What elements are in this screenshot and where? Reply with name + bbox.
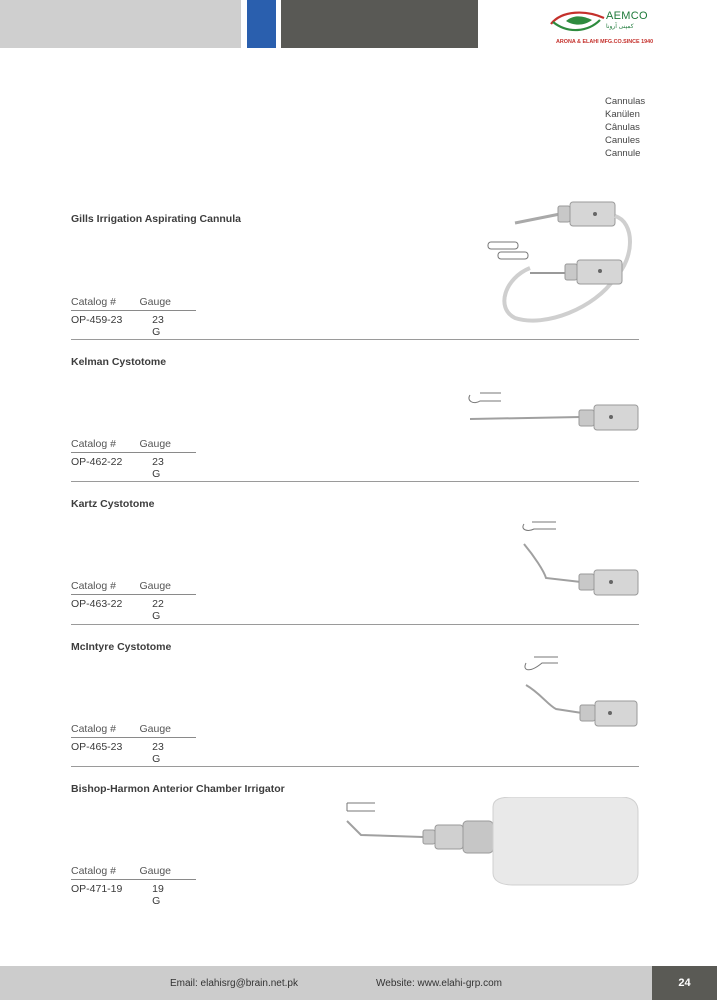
section-divider [71,339,639,340]
catalog-number: OP-459-23 [71,314,123,326]
cystotome-image [516,516,641,606]
product-title: McIntyre Cystotome [71,641,172,653]
catalog-number: OP-462-22 [71,456,123,468]
category-names [605,95,645,160]
product-title: Bishop-Harmon Anterior Chamber Irrigator [71,783,285,795]
section-divider [71,624,639,625]
catalog-label: Catalog # [71,580,116,592]
company-logo [548,8,673,50]
product-title: Gills Irrigation Aspirating Cannula [71,213,241,225]
gauge-value: 23 G [152,314,164,338]
cannula-image [485,198,640,338]
category-name: Cannule [605,148,641,159]
catalog-label: Catalog # [71,296,116,308]
footer-website: Website: www.elahi-grp.com [376,978,502,989]
spec-table [71,296,171,338]
spec-table [71,723,171,765]
catalog-number: OP-471-19 [71,883,123,895]
section-divider [71,481,639,482]
page-number: 24 [652,966,717,1000]
catalog-number: OP-463-22 [71,598,123,610]
spec-table [71,865,171,907]
spec-divider [71,879,196,880]
product-title: Kelman Cystotome [71,356,167,368]
irrigator-image [343,797,643,892]
gauge-value: 23 G [152,741,164,765]
product-title: Kartz Cystotome [71,498,155,510]
spec-divider [71,594,196,595]
spec-divider [71,452,196,453]
footer-email: Email: elahisrg@brain.net.pk [170,978,298,989]
cystotome-image [466,383,641,438]
header-bar-gray [0,0,241,48]
gauge-value: 22 G [152,598,164,622]
gauge-value: 23 G [152,456,164,480]
catalog-label: Catalog # [71,438,116,450]
cystotome-image [520,655,640,740]
gauge-label: Gauge [139,723,171,735]
category-name: Kanülen [605,109,640,120]
gauge-label: Gauge [139,865,171,877]
logo-subtitle: کمپنی آرونا [606,24,634,30]
gauge-label: Gauge [139,438,171,450]
leaf-logo-icon [548,8,608,38]
header-bar-blue [247,0,276,48]
catalog-label: Catalog # [71,865,116,877]
section-divider [71,766,639,767]
category-name: Cânulas [605,122,640,133]
spec-divider [71,737,196,738]
spec-divider [71,310,196,311]
logo-name: AEMCO [606,10,648,22]
gauge-label: Gauge [139,296,171,308]
catalog-number: OP-465-23 [71,741,123,753]
logo-tagline: ARONA & ELAHI MFG.CO.SINCE 1940 [556,39,654,45]
gauge-value: 19 G [152,883,164,907]
header-bar-dark [281,0,478,48]
category-name: Canules [605,135,640,146]
spec-table [71,438,171,480]
catalog-label: Catalog # [71,723,116,735]
spec-table [71,580,171,622]
footer-bar [0,966,717,1000]
gauge-label: Gauge [139,580,171,592]
category-name: Cannulas [605,96,646,107]
